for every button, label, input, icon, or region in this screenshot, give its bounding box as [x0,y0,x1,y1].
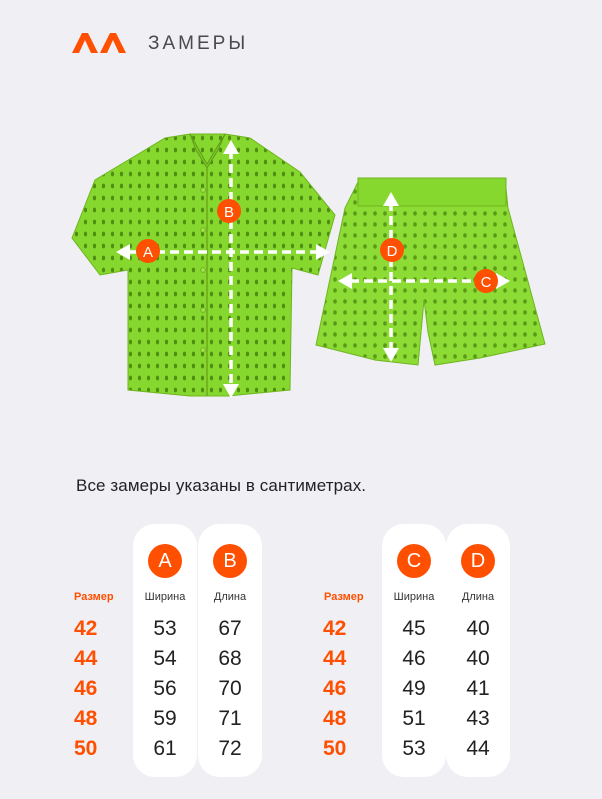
width-value: 46 [402,647,426,670]
length-value: 67 [218,617,242,640]
length-value: 44 [466,737,490,760]
column-c-badge: C [397,544,431,578]
length-value: 40 [466,617,490,640]
width-value: 49 [402,677,426,700]
marker-c-icon [474,269,498,293]
row-label-size: Размер [324,591,364,603]
svg-text:B: B [223,204,235,221]
column-b-badge: B [213,544,247,578]
size-label: 50 [74,737,98,760]
size-label: 48 [323,707,347,730]
page-title: ЗАМЕРЫ [148,33,249,54]
marker-d-icon [380,238,404,262]
size-label: 44 [323,647,347,670]
length-value: 68 [218,647,242,670]
header [0,0,602,90]
row-label-size: Размер [74,591,114,603]
measurements-note: Все замеры указаны в сантиметрах. [76,476,367,495]
size-label: 42 [323,617,347,640]
size-label: 46 [74,677,98,700]
shirt-drawing [72,134,335,396]
length-value: 43 [466,707,490,730]
svg-text:D: D [386,243,398,260]
width-value: 59 [153,707,177,730]
marker-b-icon [217,199,241,223]
length-value: 41 [466,677,490,700]
width-value: 61 [153,737,177,760]
length-value: 72 [218,737,242,760]
size-label: 50 [323,737,347,760]
length-value: 71 [218,707,242,730]
svg-text:C: C [480,274,492,291]
size-label: 48 [74,707,98,730]
width-value: 51 [402,707,426,730]
column-d-header: Длина [461,591,495,603]
shorts-drawing [316,178,545,365]
length-value: 70 [218,677,242,700]
size-label: 46 [323,677,347,700]
width-value: 45 [402,617,426,640]
width-value: 53 [402,737,426,760]
width-value: 54 [153,647,177,670]
garment-illustration [0,120,602,420]
column-b-header: Длина [213,591,247,603]
brand-logo-icon [72,33,126,53]
width-value: 53 [153,617,177,640]
column-d-badge: D [461,544,495,578]
length-value: 40 [466,647,490,670]
column-a-header: Ширина [144,591,186,603]
size-label: 42 [74,617,98,640]
width-value: 56 [153,677,177,700]
svg-text:A: A [142,244,154,261]
size-label: 44 [74,647,98,670]
column-a-badge: A [148,544,182,578]
marker-a-icon [136,239,160,263]
column-c-header: Ширина [393,591,435,603]
